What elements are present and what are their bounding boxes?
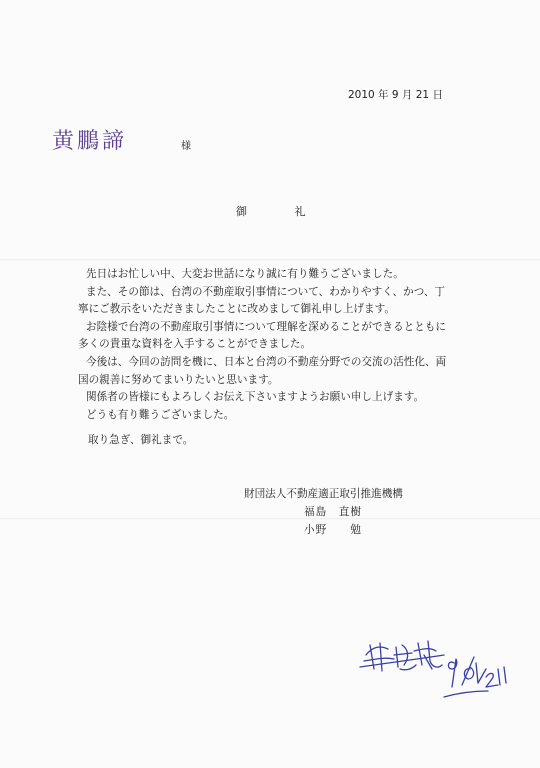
body-paragraph: どうも有り難うございました。 [86,408,235,421]
body-paragraph: また、その節は、台湾の不動産取引事情について、わかりやすく、かつ、丁 [86,285,446,298]
paper-fold [0,259,540,261]
body-paragraph: 今後は、今回の訪問を機に、日本と台湾の不動産分野での交流の活性化、両 [86,355,447,368]
letter-closing: 取り急ぎ、御礼まで。 [88,434,194,446]
recipient-honorific: 様 [181,141,191,152]
recipient-name: 黄鵬諦 [52,129,128,154]
sender-person: 小野 勉 [304,524,362,536]
body-paragraph: 多くの貴重な資料を入手することができました。 [78,338,312,351]
paper-fold [0,518,540,520]
letter-date: 2010 年 9 月 21 日 [348,89,443,101]
body-paragraph: 国の親善に努めてまいりたいと思います。 [78,373,279,386]
body-paragraph: 先日はお忙しい中、大変お世話になり誠に有り難うございました。 [86,268,404,280]
sender-organization: 財団法人不動産適正取引推進機構 [244,488,403,500]
letter-body [78,266,483,424]
body-paragraph: 関係者の皆様にもよろしくお伝え下さいますようお願い申し上げます。 [86,391,425,404]
sender-person: 福島 直樹 [304,506,362,518]
body-paragraph: お陰様で台湾の不動産取引事情について理解を深めることができるとともに [86,320,446,333]
handwritten-signature [358,625,508,705]
letter-title: 御 礼 [236,205,328,218]
body-paragraph: 寧にご教示をいただきましたことに改めまして御礼申し上げます。 [78,303,395,316]
